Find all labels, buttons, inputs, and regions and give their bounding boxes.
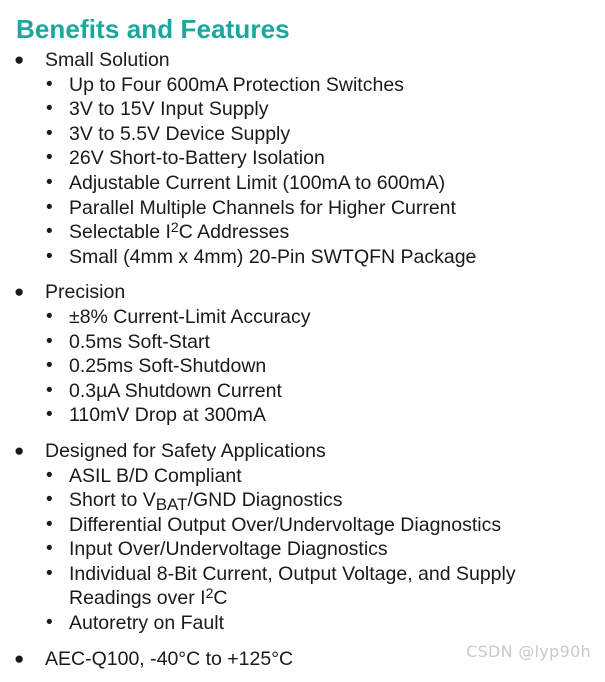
superscript: 2 xyxy=(205,585,214,602)
bullet-icon: • xyxy=(46,464,53,486)
features-list xyxy=(0,48,605,682)
list-item xyxy=(0,354,605,379)
text-part: Readings over I xyxy=(69,587,206,610)
section-heading: Precision xyxy=(45,281,126,304)
page-title: Benefits and Features xyxy=(16,14,290,44)
superscript: 2 xyxy=(170,219,179,236)
list-item xyxy=(0,513,605,538)
text-part: /GND Diagnostics xyxy=(187,489,343,512)
bullet-icon: • xyxy=(46,98,53,120)
watermark: CSDN @lyp90h xyxy=(466,642,591,661)
bullet-icon: ● xyxy=(14,50,25,69)
feature-text: 0.5ms Soft-Start xyxy=(69,330,210,353)
bullet-icon: • xyxy=(46,305,53,327)
bullet-icon: • xyxy=(46,379,53,401)
feature-text: Input Over/Undervoltage Diagnostics xyxy=(69,538,388,561)
bullet-icon: • xyxy=(46,330,53,352)
bullet-icon: • xyxy=(46,196,53,218)
text-part: C xyxy=(213,587,228,610)
feature-text: ASIL B/D Compliant xyxy=(69,464,242,487)
bullet-icon: • xyxy=(46,147,53,169)
list-item xyxy=(0,305,605,330)
feature-text xyxy=(69,220,289,245)
bullet-icon: • xyxy=(46,355,53,377)
list-item xyxy=(0,48,605,73)
section-precision xyxy=(0,280,605,428)
bullet-icon: • xyxy=(46,612,53,634)
bullet-icon: ● xyxy=(14,282,25,302)
section-small-solution xyxy=(0,48,605,269)
feature-text: 0.3µA Shutdown Current xyxy=(69,379,282,402)
list-item xyxy=(0,330,605,355)
feature-text: Adjustable Current Limit (100mA to 600mA) xyxy=(69,171,446,194)
text-part: Selectable I xyxy=(69,221,171,244)
bullet-icon: ● xyxy=(14,440,25,460)
list-item xyxy=(0,280,605,305)
feature-text: 3V to 15V Input Supply xyxy=(69,98,269,121)
feature-text: Individual 8-Bit Current, Output Voltage, and Supply xyxy=(69,562,516,585)
bullet-icon: • xyxy=(46,513,53,535)
list-item xyxy=(0,379,605,404)
feature-text: 0.25ms Soft-Shutdown xyxy=(69,355,267,378)
feature-text: 3V to 5.5V Device Supply xyxy=(69,122,291,145)
section-heading: Small Solution xyxy=(45,49,170,71)
list-item xyxy=(0,122,605,147)
bullet-icon: • xyxy=(46,538,53,560)
subscript: BAT xyxy=(155,495,188,515)
feature-text: Small (4mm x 4mm) 20-Pin SWTQFN Package xyxy=(69,245,477,268)
feature-text: 26V Short-to-Battery Isolation xyxy=(69,147,325,170)
list-item xyxy=(0,403,605,428)
section-heading: Designed for Safety Applications xyxy=(45,439,326,462)
section-safety xyxy=(0,439,605,636)
list-item xyxy=(0,245,605,270)
list-item xyxy=(0,439,605,464)
list-item xyxy=(0,73,605,98)
list-item xyxy=(0,488,605,513)
feature-text: Autoretry on Fault xyxy=(69,612,224,635)
feature-text: Up to Four 600mA Protection Switches xyxy=(69,73,404,96)
list-item xyxy=(0,611,605,636)
feature-text: ±8% Current-Limit Accuracy xyxy=(69,305,311,328)
list-item xyxy=(0,537,605,562)
feature-text: Parallel Multiple Channels for Higher Current xyxy=(69,196,456,219)
bullet-icon: • xyxy=(46,562,53,584)
list-item xyxy=(0,146,605,171)
text-part: Short to V xyxy=(69,489,156,512)
text-part: C Addresses xyxy=(178,221,290,244)
feature-text: Differential Output Over/Undervoltage Diagnostics xyxy=(69,513,502,536)
list-item xyxy=(0,97,605,122)
bullet-icon: • xyxy=(46,122,53,144)
bullet-icon: • xyxy=(46,489,53,511)
bullet-icon: • xyxy=(46,221,53,243)
feature-text: 110mV Drop at 300mA xyxy=(69,404,266,427)
list-item-continuation xyxy=(0,586,605,611)
bullet-icon: • xyxy=(46,404,53,426)
list-item xyxy=(0,562,605,587)
bullet-icon: ● xyxy=(14,648,25,668)
bullet-icon: • xyxy=(46,245,53,267)
bullet-icon: • xyxy=(46,171,53,193)
list-item xyxy=(0,220,605,245)
feature-text xyxy=(69,586,227,611)
feature-text xyxy=(69,488,343,513)
list-item xyxy=(0,171,605,196)
list-item xyxy=(0,464,605,489)
section-heading: AEC-Q100, -40°C to +125°C xyxy=(45,647,294,670)
bullet-icon: • xyxy=(46,73,53,95)
list-item xyxy=(0,196,605,221)
